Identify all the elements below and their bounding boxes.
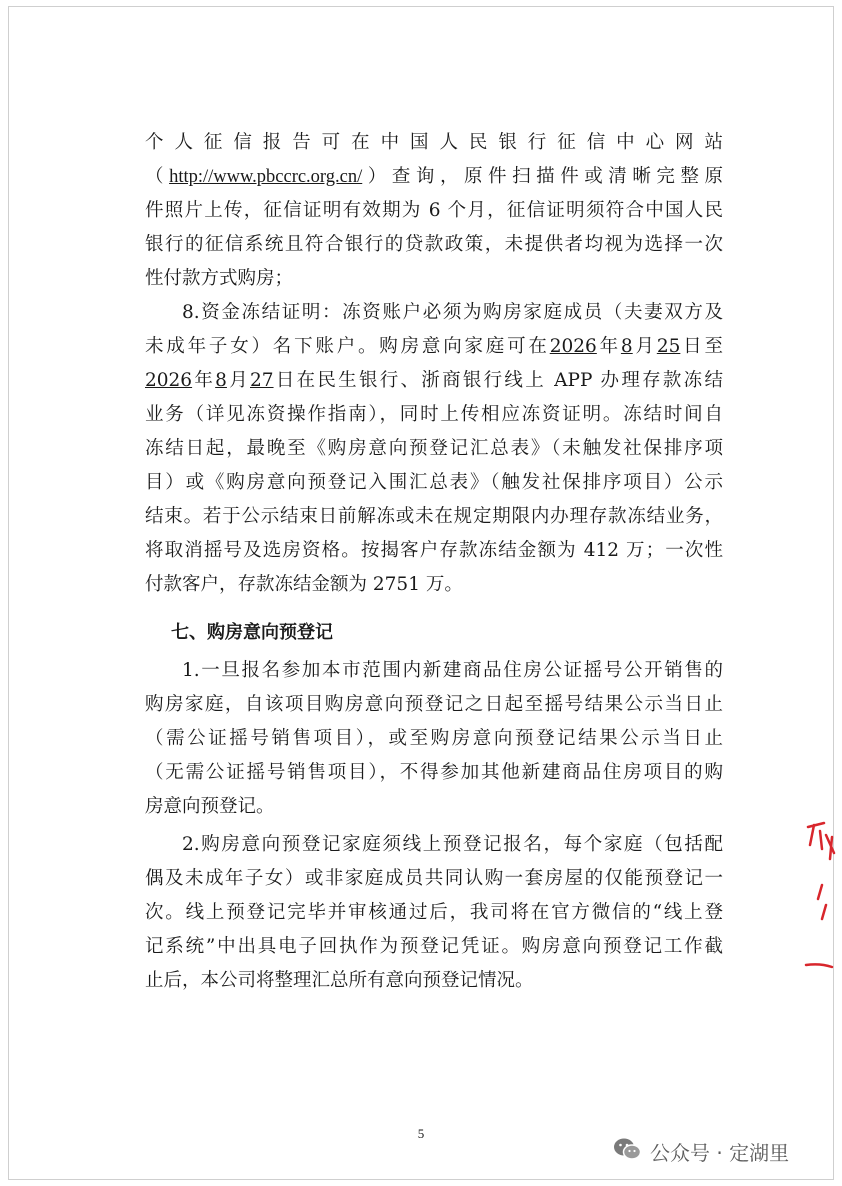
text-line: 房意向预登记。	[145, 796, 275, 817]
text-line: 结束。若于公示结束日前解冻或未在规定期限内办理存款冻结业务，	[145, 506, 723, 527]
text-line: 目）或《购房意向预登记入围汇总表》（触发社保排序项目）公示	[145, 472, 723, 493]
text-line: 付款客户，存款冻结金额为 2751 万。	[145, 574, 463, 595]
text-line: 业务（详见冻资操作指南），同时上传相应冻资证明。冻结时间自	[145, 404, 723, 425]
text-line: （无需公证摇号销售项目），不得参加其他新建商品住房项目的购	[145, 762, 723, 783]
paragraph-credit-report	[145, 126, 723, 296]
text-span: 日在民生银行、浙商银行线上 APP 办理存款冻结	[273, 370, 723, 391]
text-line: 1.一旦报名参加本市范围内新建商品住房公证摇号公开销售的	[182, 660, 723, 681]
text-line: 记系统”中出具电子回执作为预登记凭证。购房意向预登记工作截	[145, 936, 723, 957]
text-line: 购房家庭，自该项目购房意向预登记之日起至摇号结果公示当日止	[145, 694, 723, 715]
text-span: 年	[596, 336, 621, 357]
text-line	[145, 330, 723, 364]
text-line	[145, 364, 723, 398]
text-line: 8.资金冻结证明：冻资账户必须为购房家庭成员（夫妻双方及	[182, 302, 723, 323]
freeze-start-day: 25	[656, 336, 681, 357]
freeze-end-month: 8	[215, 370, 227, 391]
red-seal-fragment	[800, 815, 840, 985]
text-span: 年	[192, 370, 216, 391]
wechat-watermark	[612, 1136, 789, 1167]
text-line: 2.购房意向预登记家庭须线上预登记报名，每个家庭（包括配	[182, 834, 723, 855]
text-span: ）查询，原件扫描件或清晰完整原	[362, 166, 723, 187]
text-span: 未成年子女）名下账户。购房意向家庭可在	[145, 336, 550, 357]
text-span: （	[145, 166, 170, 187]
spacer	[145, 602, 723, 616]
text-line: 性付款方式购房；	[145, 268, 294, 289]
text-line: 件照片上传，征信证明有效期为 6 个月，征信证明须符合中国人民	[145, 200, 723, 221]
section-heading: 七、购房意向预登记	[171, 622, 333, 643]
freeze-start-month: 8	[620, 336, 633, 357]
text-line: 止后，本公司将整理汇总所有意向预登记情况。	[145, 970, 534, 991]
text-line: 冻结日起，最晚至《购房意向预登记汇总表》（未触发社保排序项	[145, 438, 723, 459]
text-line: 银行的征信系统且符合银行的贷款政策，未提供者均视为选择一次	[145, 234, 723, 255]
freeze-start-year: 2026	[549, 336, 597, 357]
wechat-icon	[612, 1136, 642, 1167]
paragraph-fund-freeze	[145, 296, 723, 602]
text-line	[145, 160, 723, 194]
paragraph-registration-rule-1	[145, 654, 723, 824]
text-line: 偶及未成年子女）或非家庭成员共同认购一套房屋的仅能预登记一	[145, 868, 723, 889]
credit-center-link[interactable]: http://www.pbccrc.org.cn/	[169, 167, 363, 187]
document-body	[145, 126, 723, 998]
text-line: 将取消摇号及选房资格。按揭客户存款冻结金额为 412 万；一次性	[145, 540, 723, 561]
page-number: 5	[417, 1126, 425, 1141]
text-line: 次。线上预登记完毕并审核通过后，我司将在官方微信的“线上登	[145, 902, 723, 923]
text-span: 月	[226, 370, 250, 391]
freeze-end-year: 2026	[145, 370, 193, 391]
paragraph-registration-rule-2	[145, 828, 723, 998]
text-span: 日至	[680, 336, 723, 357]
text-line: 个人征信报告可在中国人民银行征信中心网站	[145, 132, 723, 153]
watermark-text: 公众号 · 定湖里	[650, 1141, 790, 1165]
text-span: 月	[632, 336, 657, 357]
text-line: （需公证摇号销售项目），或至购房意向预登记结果公示当日止	[145, 728, 723, 749]
freeze-end-day: 27	[250, 370, 274, 391]
